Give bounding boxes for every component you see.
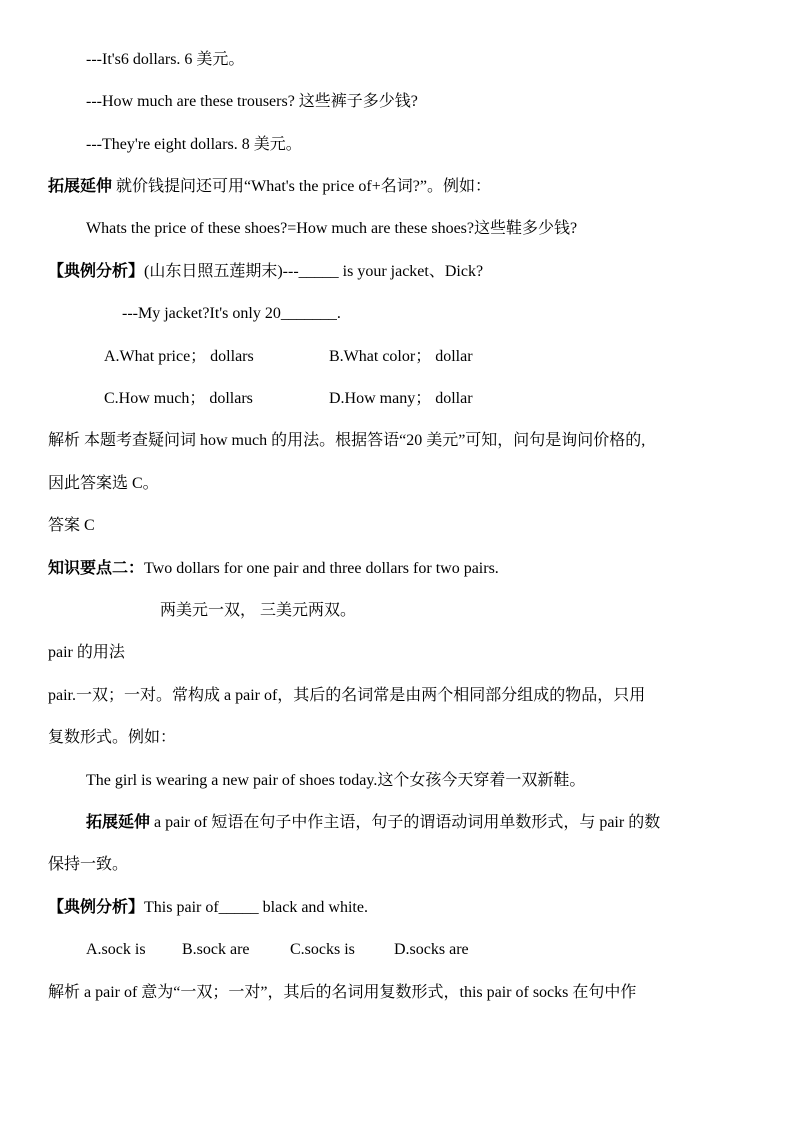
extension-paragraph-1 — [48, 176, 491, 198]
options-row-2 — [104, 388, 473, 410]
dialog-line-3: ---They're eight dollars. 8 美元。 — [86, 136, 302, 153]
extension-text: 就价钱提问还可用“What's the price of+名词?”。例如： — [112, 178, 491, 195]
options-row-1 — [104, 346, 473, 368]
dialog-line-1: ---It's6 dollars. 6 美元。 — [86, 51, 245, 68]
key-point-text: Two dollars for one pair and three dollars for two pairs. — [144, 560, 499, 577]
extension-text-2: a pair of 短语在句子中作主语，句子的谓语动词用单数形式，与 pair 的数 — [150, 814, 661, 831]
key-point-translation: 两美元一双， 三美元两双。 — [160, 602, 357, 619]
example-sentence-1: Whats the price of these shoes?=How much are these shoes?这些鞋多少钱? — [86, 220, 578, 237]
example-question: (山东日照五莲期末)---_____ is your jacket、Dick? — [144, 263, 484, 280]
key-point-two — [48, 558, 499, 580]
example-question-2: This pair of_____ black and white. — [144, 899, 368, 916]
option-a-2: A.sock is — [86, 941, 146, 958]
example-analysis-1 — [48, 261, 483, 283]
usage-heading: pair 的用法 — [48, 644, 125, 661]
usage-line-1: pair.一双；一对。常构成 a pair of，其后的名词常是由两个相同部分组成的物品，只用 — [48, 687, 646, 704]
example-answer-line: ---My jacket?It's only 20_______. — [122, 305, 341, 322]
option-b: B.What color； dollar — [329, 348, 473, 365]
key-point-label: 知识要点二： — [48, 560, 145, 577]
example-analysis-2 — [48, 897, 368, 919]
analysis-line-3: 解析 a pair of 意为“一双；一对”，其后的名词用复数形式，this pair of socks 在句中作 — [48, 984, 637, 1001]
option-c-2: C.socks is — [290, 941, 355, 958]
analysis-line-1: 解析 本题考查疑问词 how much 的用法。根据答语“20 美元”可知，问句是询问价格的, — [48, 432, 646, 449]
dialog-line-2: ---How much are these trousers? 这些裤子多少钱? — [86, 93, 418, 110]
options-row-3 — [86, 939, 469, 961]
extension-label-2: 拓展延伸 — [86, 814, 151, 831]
extension-continuation: 保持一致。 — [48, 856, 129, 873]
option-d-2: D.socks are — [394, 941, 469, 958]
answer-line: 答案 C — [48, 517, 95, 534]
extension-label: 拓展延伸 — [48, 178, 113, 195]
analysis-line-2: 因此答案选 C。 — [48, 475, 159, 492]
example-sentence-2: The girl is wearing a new pair of shoes today.这个女孩今天穿着一双新鞋。 — [86, 772, 586, 789]
example-analysis-label-2: 【典例分析】 — [48, 899, 145, 916]
usage-line-2: 复数形式。例如： — [48, 729, 177, 746]
option-b-2: B.sock are — [182, 941, 250, 958]
example-analysis-label: 【典例分析】 — [48, 263, 145, 280]
option-a: A.What price； dollars — [104, 348, 254, 365]
option-d: D.How many； dollar — [329, 390, 473, 407]
option-c: C.How much； dollars — [104, 390, 253, 407]
extension-paragraph-2 — [86, 812, 660, 834]
